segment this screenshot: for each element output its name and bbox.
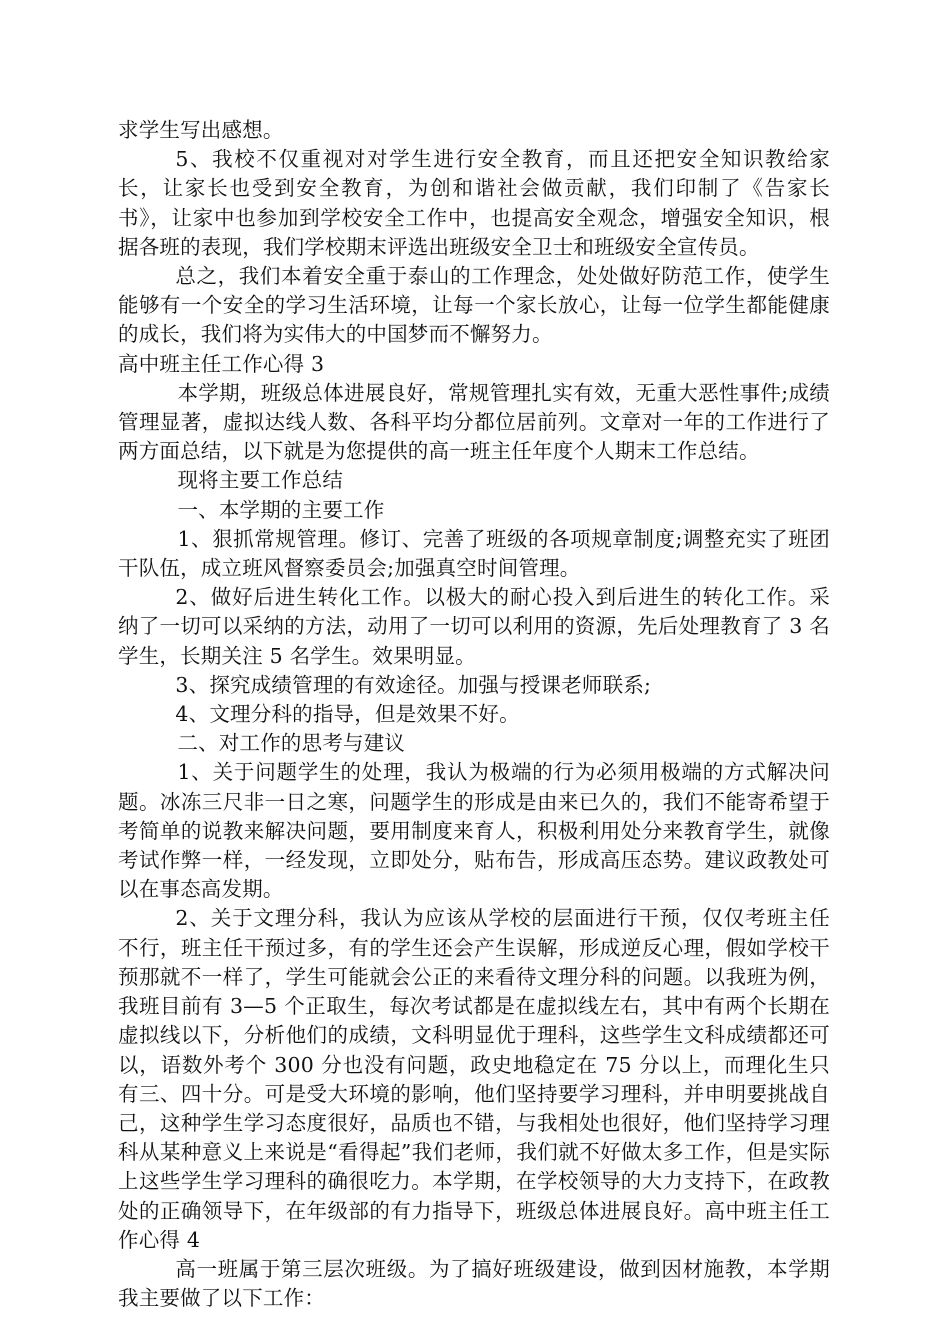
paragraph-9: 3、探究成绩管理的有效途径。加强与授课老师联系; bbox=[175, 672, 652, 697]
paragraph-8: 2、做好后进生转化工作。以极大的耐心投入到后进生的转化工作。采纳了一切可以采纳的方法，动用了一切可以利用的资源，先后处理教育了 3 名学生，长期关注 5 名学生。效果明显。 bbox=[118, 585, 830, 668]
paragraph-14: 高一班属于第三层次班级。为了搞好班级建设，做到因材施教，本学期我主要做了以下工作： bbox=[118, 1256, 830, 1311]
section-heading-3: 高中班主任工作心得 3 bbox=[118, 351, 325, 376]
paragraph-2: 总之，我们本着安全重于泰山的工作理念，处处做好防范工作，使学生能够有一个安全的学习生活环境，让每一个家长放心，让每一位学生都能健康的成长，我们将为实伟大的中国梦而不懈努力。 bbox=[118, 264, 830, 347]
paragraph-6: 一、本学期的主要工作 bbox=[177, 497, 385, 522]
paragraph-11: 二、对工作的思考与建议 bbox=[177, 731, 406, 756]
paragraph-0: 求学生写出感想。 bbox=[118, 118, 284, 142]
paragraph-12: 1、关于问题学生的处理，我认为极端的行为必须用极端的方式解决问题。冰冻三尺非一日之寒，问题学生的形成是由来已久的，我们不能寄希望于考简单的说教来解决问题，要用制度来育人，积极利用处分来教育学生，就像考试作弊一样，一经发现，立即处分，贴布告，形成高压态势。建议政教处可以在事态高发期。 bbox=[118, 760, 830, 902]
paragraph-5: 现将主要工作总结 bbox=[177, 468, 344, 493]
paragraph-4: 本学期，班级总体进展良好，常规管理扎实有效，无重大恶性事件;成绩管理显著，虚拟达线人数、各科平均分都位居前列。文章对一年的工作进行了两方面总结，以下就是为您提供的高一班主任年度个人期末工作总结。 bbox=[118, 380, 830, 464]
paragraph-1: 5、我校不仅重视对对学生进行安全教育，而且还把安全知识教给家长，让家长也受到安全教育，为创和谐社会做贡献，我们印制了《告家长书》，让家中也参加到学校安全工作中，也提高安全观念，增强安全知识，根据各班的表现，我们学校期末评选出班级安全卫士和班级安全宣传员。 bbox=[118, 147, 830, 259]
paragraph-7: 1、狠抓常规管理。修订、完善了班级的各项规章制度;调整充实了班团干队伍，成立班风督察委员会;加强真空时间管理。 bbox=[118, 526, 830, 581]
paragraph-13: 2、关于文理分科，我认为应该从学校的层面进行干预，仅仅考班主任不行，班主任干预过多，有的学生还会产生误解，形成逆反心理，假如学校干预那就不一样了，学生可能就会公正的来看待文理分科的问题。以我班为例，我班目前有 3—5 个正取生，每次考试都是在虚拟线左右，其中有两个长期在虚拟线以下，分析他们的成绩，文科明显优于理科，这些学生文科成绩都还可以，语数外考个 300 分也没有问题，政史地稳定在 75 分以上，而理化生只有三、四十分。可是受大环境的影响，他们坚持要学习理科，并申明要挑战自己，这种学生学习态度很好，品质也不错，与我相处也很好，他们坚持学习理科从某种意义上来说是“看得起”我们老师，我们就不好做太多工作，但是实际上这些学生学习理科的确很吃力。本学期，在学校领导的大力支持下，在政教处的正确领导下，在年级部的有力指导下，班级总体进展良好。高中班主任工作心得 4 bbox=[118, 906, 830, 1252]
paragraph-10: 4、文理分科的指导，但是效果不好。 bbox=[175, 702, 520, 727]
document-page bbox=[118, 116, 830, 1313]
